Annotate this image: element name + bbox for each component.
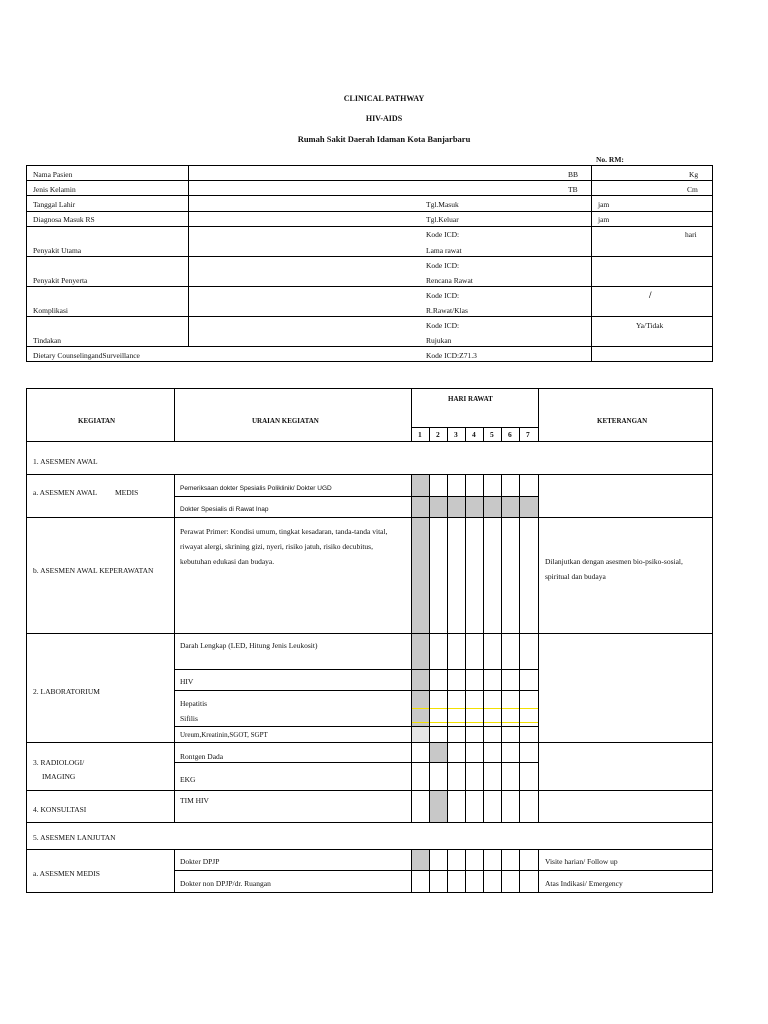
item-hiv: HIV xyxy=(180,677,194,686)
day-2: 2 xyxy=(436,430,440,439)
uraian-perawat-primer: Perawat Primer: Kondisi umum, tingkat kesadaran, tanda-tanda vital, riwayat alergi, skrining gizi, nyeri, risiko jatuh, risiko decubitus, kebutuhan edukasi dan budaya. xyxy=(180,527,388,566)
hospital-name: Rumah Sakit Daerah Idaman Kota Banjarbaru xyxy=(297,134,471,144)
item-hepatitis: Hepatitis xyxy=(180,699,208,708)
label-asesmen-awal-medis: MEDIS xyxy=(115,488,139,497)
item-sifilis: Sifilis xyxy=(180,714,198,723)
label-penyakit-penyerta: Penyakit Penyerta xyxy=(33,276,88,285)
label-lama-rawat: Lama rawat xyxy=(426,246,462,255)
label-slash: / xyxy=(649,290,652,300)
day-1: 1 xyxy=(418,430,422,439)
header-hari-rawat: HARI RAWAT xyxy=(448,395,493,403)
label-rujukan: Rujukan xyxy=(426,336,452,345)
item-tim-hiv: TIM HIV xyxy=(180,796,209,805)
label-kode-icd-5: Kode ICD:Z71.3 xyxy=(426,351,477,360)
day-6: 6 xyxy=(508,430,512,439)
label-asesmen-keperawatan: b. ASESMEN AWAL KEPERAWATAN xyxy=(33,566,154,575)
day-7: 7 xyxy=(526,430,530,439)
label-imaging: IMAGING xyxy=(42,772,76,781)
item-dokter-spesialis-rawat-inap: Dokter Spesialis di Rawat Inap xyxy=(180,506,269,513)
label-tgl-keluar: Tgl.Keluar xyxy=(426,215,459,224)
label-bb: BB xyxy=(568,170,579,179)
day-3: 3 xyxy=(454,430,458,439)
item-ekg: EKG xyxy=(180,775,196,784)
label-kode-icd-4: Kode ICD: xyxy=(426,321,460,330)
item-ureum-kreatinin: Ureum,Kreatinin,SGOT, SGPT xyxy=(180,731,268,739)
label-jenis-kelamin: Jenis Kelamin xyxy=(33,185,76,194)
label-rencana-rawat: Rencana Rawat xyxy=(426,276,473,285)
label-diagnosa: Diagnosa Masuk RS xyxy=(33,215,95,224)
label-kode-icd-1: Kode ICD: xyxy=(426,230,460,239)
document-title: CLINICAL PATHWAY xyxy=(343,94,425,103)
unit-cm: Cm xyxy=(687,185,698,194)
header-uraian-kegiatan: URAIAN KEGIATAN xyxy=(252,417,319,425)
label-asesmen-awal-a: a. ASESMEN AWAL xyxy=(33,488,98,497)
label-asesmen-medis: a. ASESMEN MEDIS xyxy=(33,869,100,878)
label-dietary: Dietary CounselingandSurveillance xyxy=(33,351,140,360)
item-pemeriksaan-dokter: Pemeriksaan dokter Spesialis Poliklinik/ Dokter UGD xyxy=(180,485,332,492)
item-rontgen-dada: Rontgen Dada xyxy=(180,752,224,761)
day-5: 5 xyxy=(490,430,494,439)
day-4: 4 xyxy=(472,430,476,439)
keterangan-visite-harian: Visite harian/ Follow up xyxy=(545,857,618,866)
item-dokter-dpjp: Dokter DPJP xyxy=(180,857,220,866)
label-jam-masuk: jam xyxy=(598,200,610,209)
label-laboratorium: 2. LABORATORIUM xyxy=(33,687,100,696)
item-dokter-non-dpjp: Dokter non DPJP/dr. Ruangan xyxy=(180,879,271,888)
no-rm-label: No. RM: xyxy=(596,155,624,164)
label-jam-keluar: jam xyxy=(598,215,610,224)
section-asesmen-awal: 1. ASESMEN AWAL xyxy=(33,457,98,466)
label-rawat-klas: R.Rawat/Klas xyxy=(426,306,468,315)
label-tgl-masuk: Tgl.Masuk xyxy=(426,200,459,209)
label-komplikasi: Komplikasi xyxy=(33,306,68,315)
label-tindakan: Tindakan xyxy=(33,336,62,345)
unit-kg: Kg xyxy=(689,170,699,179)
header-kegiatan: KEGIATAN xyxy=(78,417,116,425)
label-tb: TB xyxy=(568,185,578,194)
label-kode-icd-3: Kode ICD: xyxy=(426,291,460,300)
label-penyakit-utama: Penyakit Utama xyxy=(33,246,82,255)
section-asesmen-lanjutan: 5. ASESMEN LANJUTAN xyxy=(33,833,116,842)
label-tanggal-lahir: Tanggal Lahir xyxy=(33,200,76,209)
header-keterangan: KETERANGAN xyxy=(597,417,648,425)
label-nama-pasien: Nama Pasien xyxy=(33,170,73,179)
label-hari: hari xyxy=(685,230,697,239)
label-kode-icd-2: Kode ICD: xyxy=(426,261,460,270)
label-konsultasi: 4. KONSULTASI xyxy=(33,805,87,814)
keterangan-asesmen-keperawatan: Dilanjutkan dengan asesmen bio-psiko-sosial, spiritual dan budaya xyxy=(545,557,683,581)
label-radiologi: 3. RADIOLOGI/ xyxy=(33,758,85,767)
item-darah-lengkap: Darah Lengkap (LED, Hitung Jenis Leukosit) xyxy=(180,641,318,650)
keterangan-atas-indikasi: Atas Indikasi/ Emergency xyxy=(545,879,623,888)
label-ya-tidak: Ya/Tidak xyxy=(636,321,664,330)
document-subtitle: HIV-AIDS xyxy=(365,114,403,123)
